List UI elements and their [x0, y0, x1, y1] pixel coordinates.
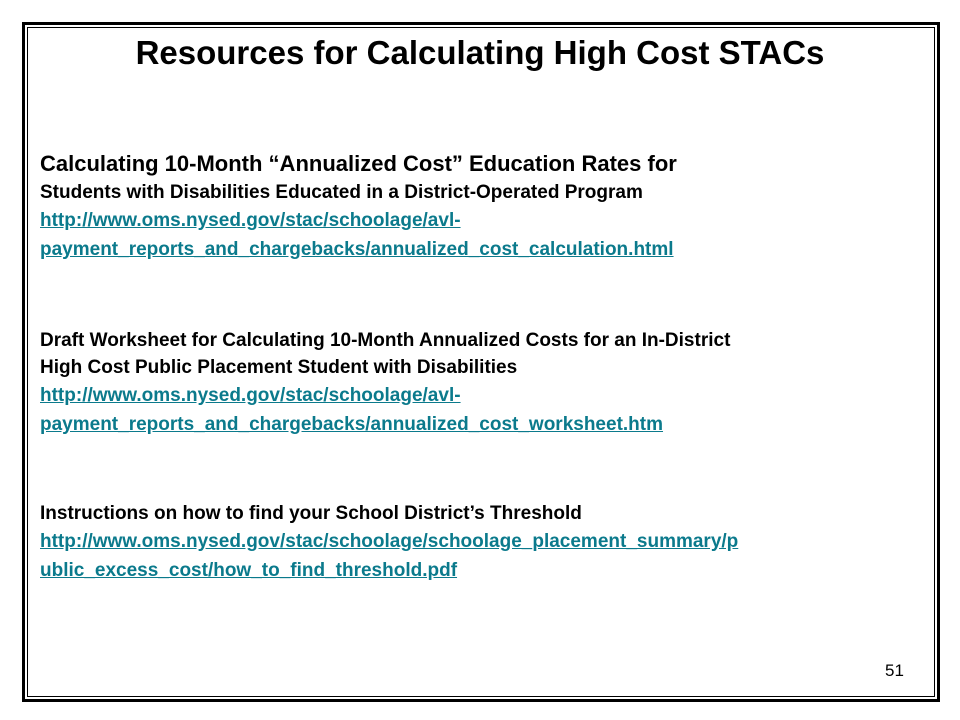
resource-heading-rest: Students with Disabilities Educated in a District-Operated Program — [40, 182, 643, 203]
resource-heading — [40, 150, 930, 206]
resource-section-annualized-cost-worksheet — [40, 327, 930, 439]
resource-heading — [40, 500, 930, 527]
link-line-2[interactable]: ublic_excess_cost/how_to_find_threshold.pdf — [40, 560, 458, 581]
slide-title: Resources for Calculating High Cost STACs — [135, 34, 825, 71]
resource-heading-line-1: Draft Worksheet for Calculating 10-Month Annualized Costs for an In-District — [40, 330, 731, 351]
annualized-cost-calculation-link[interactable] — [40, 206, 930, 264]
link-line-1[interactable]: http://www.oms.nysed.gov/stac/schoolage/schoolage_placement_summary/p — [40, 531, 739, 552]
resource-heading-lead: Calculating 10-Month “Annualized Cost” Education Rates for — [40, 151, 677, 176]
link-line-2[interactable]: payment_reports_and_chargebacks/annualized_cost_calculation.html — [40, 239, 674, 260]
resource-section-annualized-cost-calculation — [40, 150, 930, 264]
find-threshold-pdf-link[interactable] — [40, 527, 930, 585]
link-line-1[interactable]: http://www.oms.nysed.gov/stac/schoolage/avl- — [40, 210, 461, 231]
resource-heading — [40, 327, 930, 381]
resource-heading-line-1: Instructions on how to find your School District’s Threshold — [40, 503, 582, 524]
resource-heading-line-2: High Cost Public Placement Student with Disabilities — [40, 357, 518, 378]
page-number: 51 — [885, 661, 904, 680]
link-line-2[interactable]: payment_reports_and_chargebacks/annualized_cost_worksheet.htm — [40, 414, 664, 435]
annualized-cost-worksheet-link[interactable] — [40, 381, 930, 439]
link-line-1[interactable]: http://www.oms.nysed.gov/stac/schoolage/avl- — [40, 385, 461, 406]
resource-section-threshold-instructions — [40, 500, 930, 585]
